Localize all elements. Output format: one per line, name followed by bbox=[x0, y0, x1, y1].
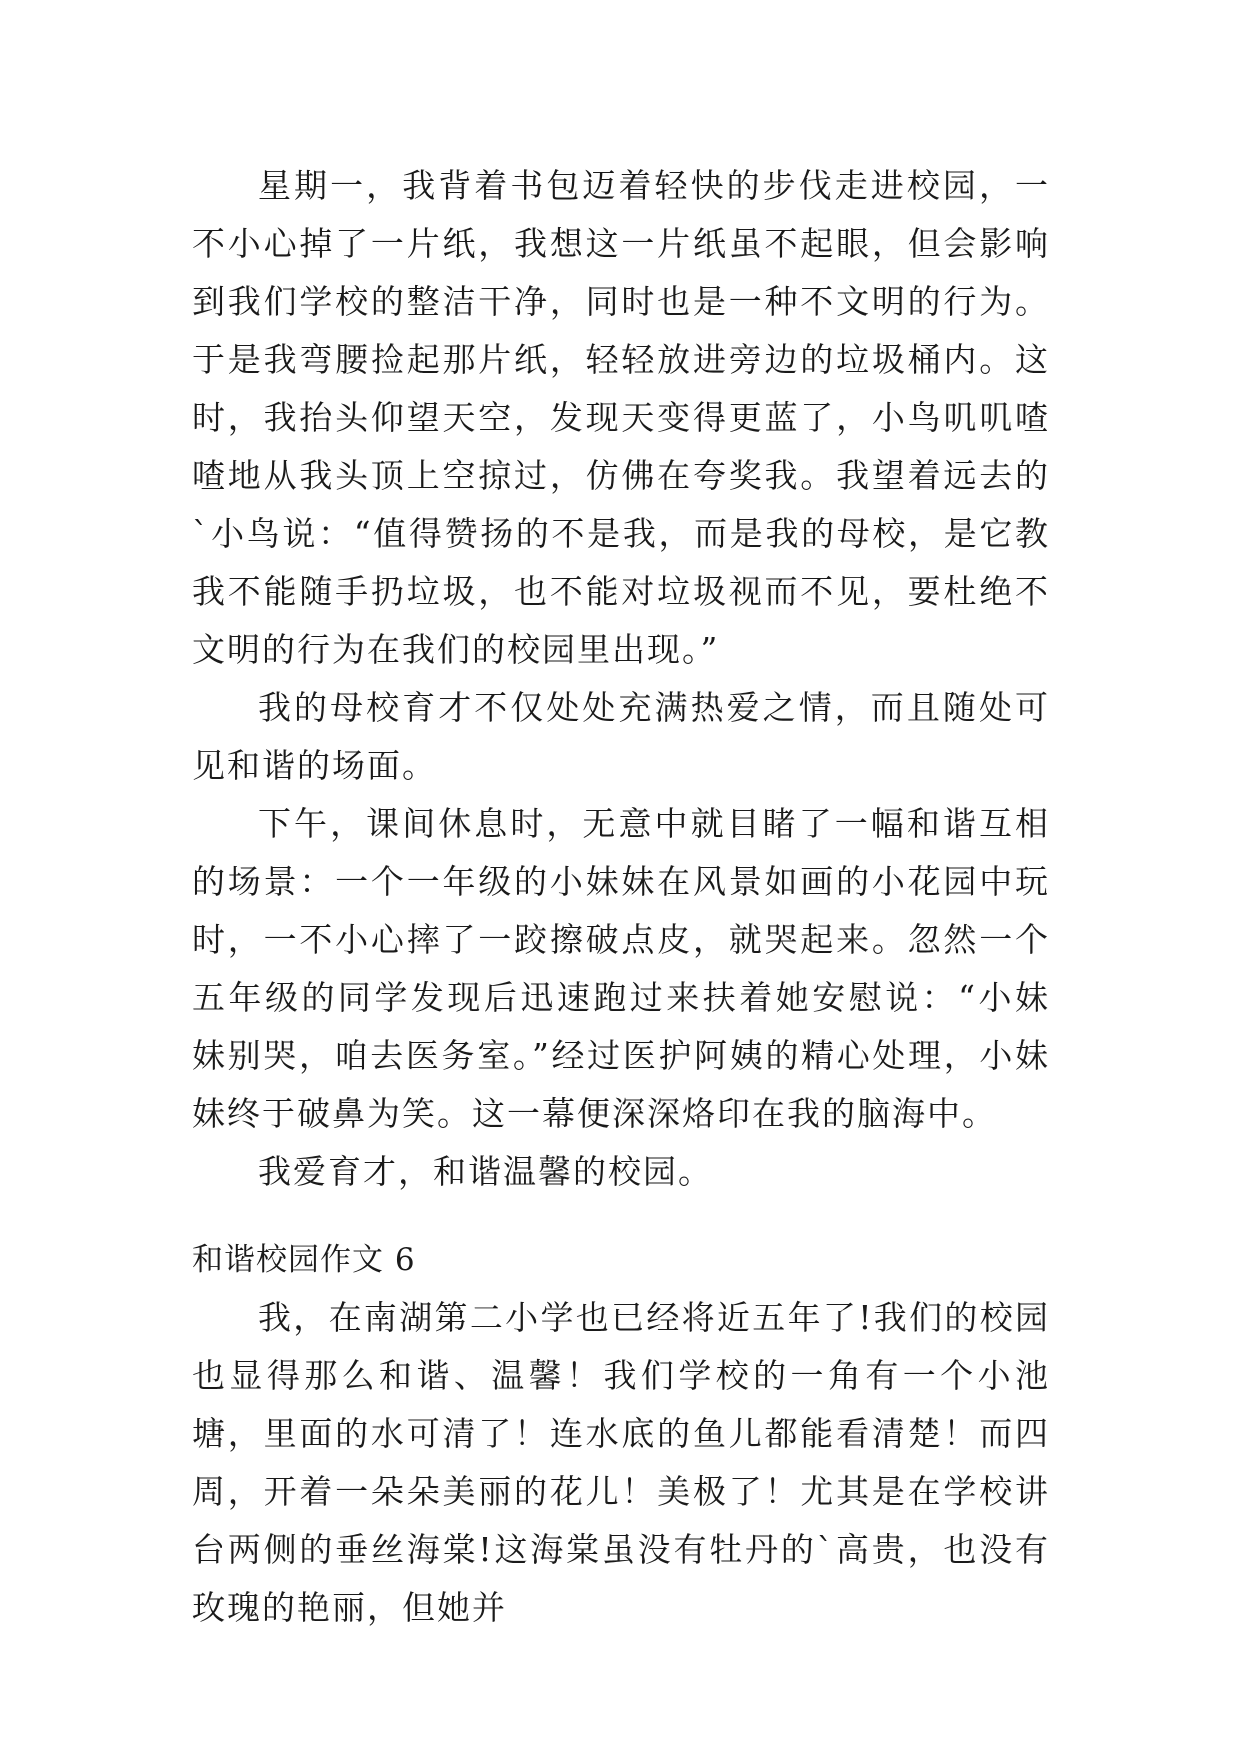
section-spacer bbox=[192, 1201, 1050, 1231]
paragraph-harmony-scene: 我的母校育才不仅处处充满热爱之情，而且随处可见和谐的场面。 bbox=[192, 688, 1050, 785]
paragraph-nanhu-school: 我，在南湖第二小学也已经将近五年了!我们的校园也显得那么和谐、温馨！我们学校的一角有一个小池塘，里面的水可清了！连水底的鱼儿都能看清楚！而四周，开着一朵朵美丽的花儿！美极了！尤其是在学校讲台两侧的垂丝海棠!这海棠虽没有牡丹的`高贵，也没有玫瑰的艳丽，但她并 bbox=[192, 1298, 1050, 1627]
paragraph-love-school: 我爱育才，和谐温馨的校园。 bbox=[258, 1152, 713, 1191]
paragraph-littering: 星期一，我背着书包迈着轻快的步伐走进校园，一不小心掉了一片纸，我想这一片纸虽不起眼，但会影响到我们学校的整洁干净，同时也是一种不文明的行为。于是我弯腰捡起那片纸，轻轻放进旁边的垃圾桶内。这时，我抬头仰望天空，发现天变得更蓝了，小鸟叽叽喳喳地从我头顶上空掠过，仿佛在夸奖我。我望着远去的`小鸟说：“值得赞扬的不是我，而是我的母校，是它教我不能随手扔垃圾，也不能对垃圾视而不见，要杜绝不文明的行为在我们的校园里出现。” bbox=[192, 166, 1050, 669]
document-page bbox=[192, 157, 1050, 1637]
paragraph-afternoon-recess: 下午，课间休息时，无意中就目睹了一幅和谐互相的场景：一个一年级的小妹妹在风景如画的小花园中玩时，一不小心摔了一跤擦破点皮，就哭起来。忽然一个五年级的同学发现后迅速跑过来扶着她安慰说：“小妹妹别哭，咱去医务室。”经过医护阿姨的精心处理，小妹妹终于破鼻为笑。这一幕便深深烙印在我的脑海中。 bbox=[192, 804, 1050, 1133]
section-heading: 和谐校园作文 6 bbox=[192, 1242, 416, 1278]
